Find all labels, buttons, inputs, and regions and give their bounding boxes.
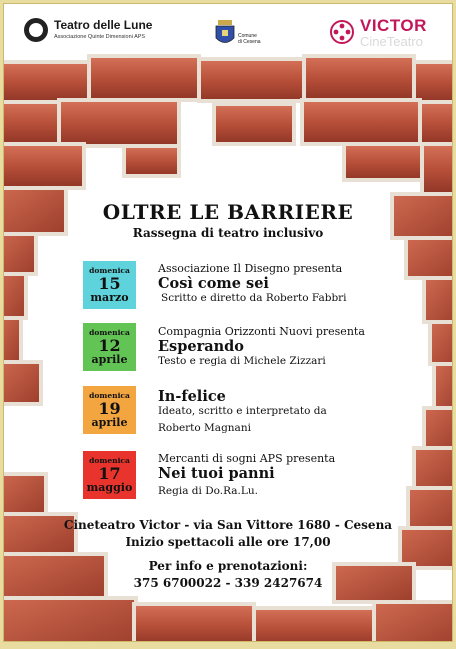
start-time-line: Inizio spettacoli alle ore 17,00 (125, 535, 331, 549)
phone-numbers: 375 6700022 - 339 2427674 (133, 576, 323, 590)
event-show-title: Così come sei (158, 275, 269, 292)
event-credits: Regia di Do.Ra.Lu. (158, 485, 258, 497)
date-badge-4 (83, 451, 136, 499)
film-reel-icon (330, 20, 354, 44)
date-month: aprile (91, 353, 128, 366)
date-month: aprile (91, 416, 128, 429)
event-credits: Scritto e diretto da Roberto Fabbri (161, 292, 347, 304)
event-credits: Testo e regia di Michele Zizzari (158, 355, 326, 367)
event-3 (158, 388, 327, 435)
date-weekday: domenica (89, 266, 130, 275)
date-month: maggio (86, 481, 133, 494)
event-show-title: In-felice (158, 388, 226, 405)
event-show-title: Nei tuoi panni (158, 465, 275, 482)
date-day: 12 (98, 336, 121, 355)
date-month: marzo (90, 291, 129, 304)
event-presenter: Mercanti di sogni APS presenta (158, 452, 336, 465)
info-label: Per info e prenotazioni: (148, 559, 308, 573)
comune-label (238, 33, 261, 45)
event-show-title: Esperando (158, 338, 244, 355)
date-badge-2 (83, 323, 136, 371)
victor-title: VICTOR (360, 16, 427, 35)
date-day: 17 (98, 464, 121, 483)
event-2 (158, 325, 365, 368)
event-4 (158, 452, 335, 498)
teatro-lune-logo (24, 18, 48, 42)
poster-subtitle: Rassegna di teatro inclusivo (132, 226, 324, 240)
poster (4, 4, 452, 641)
event-presenter: Compagnia Orizzonti Nuovi presenta (158, 325, 365, 338)
event-credits-line2: Roberto Magnani (158, 422, 251, 434)
date-weekday: domenica (89, 328, 130, 337)
poster-title: OLTRE LE BARRIERE (102, 200, 354, 224)
event-credits: Ideato, scritto e interpretato da (158, 405, 327, 417)
date-day: 15 (98, 274, 121, 293)
cesena-crest-icon (215, 20, 235, 46)
date-weekday: domenica (89, 456, 130, 465)
event-presenter: Associazione Il Disegno presenta (158, 262, 343, 275)
venue-line: Cineteatro Victor - via San Vittore 1680 - Cesena (63, 518, 393, 532)
event-1 (158, 262, 347, 305)
teatro-lune-subtitle: Associazione Quinte Dimensioni APS (54, 34, 146, 40)
cineteatro-subtitle: CineTeatro (360, 34, 423, 49)
date-day: 19 (98, 399, 121, 418)
date-badge-1 (83, 261, 136, 309)
date-badge-3 (83, 386, 136, 434)
comune-line2: di Cesena (238, 39, 261, 45)
date-weekday: domenica (89, 391, 130, 400)
comune-line1: Comune (238, 33, 257, 39)
header (4, 4, 452, 64)
teatro-lune-title: Teatro delle Lune (54, 18, 153, 32)
